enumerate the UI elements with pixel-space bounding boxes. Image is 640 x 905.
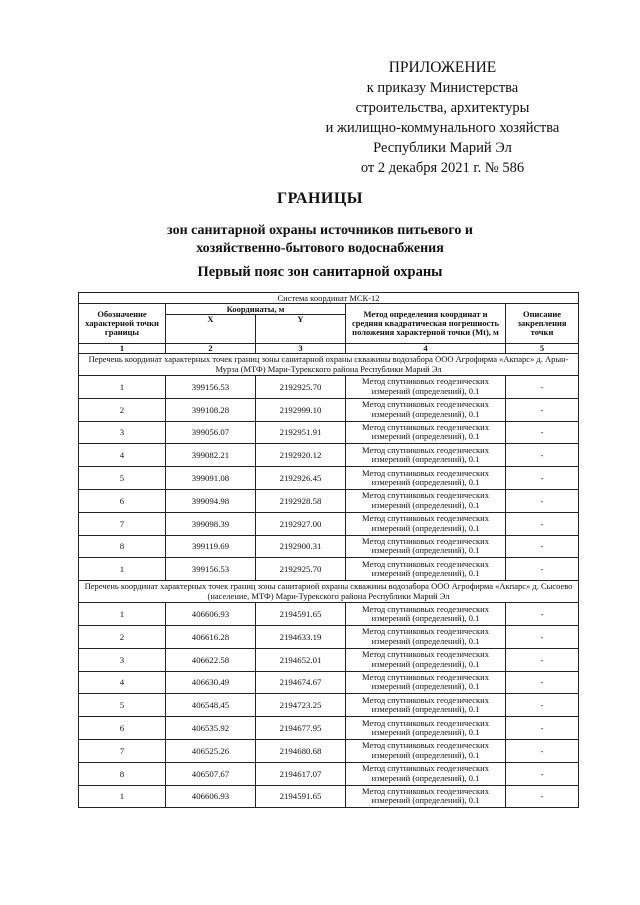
point-cell: 5 (79, 467, 166, 490)
point-cell: 7 (79, 739, 166, 762)
subtitle-text: зон санитарной охраны источников питьевого и хозяйственно-бытового водоснабжения (167, 223, 473, 256)
table-row (79, 739, 579, 762)
col-number: 4 (346, 344, 506, 354)
method-cell: Метод спутниковых геодезических измерений (определений), 0.1 (346, 512, 506, 535)
section-caption: Перечень координат характерных точек границ зоны санитарной охраны скважины водозабора ООО Агрофирма «Акпарс» д. Сысоево (население, МТФ) Мари-Турекского района Республики Марий Эл (79, 581, 579, 603)
table-row (79, 376, 579, 399)
description-cell: - (506, 376, 579, 399)
table-row (79, 762, 579, 785)
point-cell: 6 (79, 717, 166, 740)
y-cell: 2194674.67 (256, 671, 346, 694)
y-cell: 2192999.10 (256, 398, 346, 421)
y-cell: 2194617.07 (256, 762, 346, 785)
section-caption-row (79, 354, 579, 376)
point-cell: 1 (79, 785, 166, 808)
method-cell: Метод спутниковых геодезических измерений (определений), 0.1 (346, 762, 506, 785)
description-cell: - (506, 625, 579, 648)
header-y: Y (256, 315, 346, 344)
x-cell: 399108.28 (166, 398, 256, 421)
y-cell: 2194652.01 (256, 648, 346, 671)
header-coords: Координаты, м (166, 304, 346, 315)
method-cell: Метод спутниковых геодезических измерений (определений), 0.1 (346, 671, 506, 694)
method-cell: Метод спутниковых геодезических измерений (определений), 0.1 (346, 648, 506, 671)
table-row (79, 467, 579, 490)
coordinate-system: Система координат МСК-12 (79, 293, 579, 304)
method-cell: Метод спутниковых геодезических измерений (определений), 0.1 (346, 535, 506, 558)
col-number: 1 (79, 344, 166, 354)
description-cell: - (506, 603, 579, 626)
x-cell: 406630.49 (166, 671, 256, 694)
method-cell: Метод спутниковых геодезических измерений (определений), 0.1 (346, 625, 506, 648)
table-row (79, 785, 579, 808)
description-cell: - (506, 762, 579, 785)
table-row (79, 558, 579, 581)
description-cell: - (506, 648, 579, 671)
method-cell: Метод спутниковых геодезических измерений (определений), 0.1 (346, 489, 506, 512)
x-cell: 399094.98 (166, 489, 256, 512)
x-cell: 406616.28 (166, 625, 256, 648)
y-cell: 2192927.00 (256, 512, 346, 535)
table-row (79, 648, 579, 671)
x-cell: 399082.21 (166, 444, 256, 467)
point-cell: 2 (79, 398, 166, 421)
belt-title: Первый пояс зон санитарной охраны (197, 264, 443, 280)
point-cell: 1 (79, 558, 166, 581)
y-cell: 2192926.45 (256, 467, 346, 490)
x-cell: 399098.39 (166, 512, 256, 535)
y-cell: 2194591.65 (256, 785, 346, 808)
table-row (79, 535, 579, 558)
point-cell: 1 (79, 376, 166, 399)
header-point: Обозначение характерной точки границы (79, 304, 166, 344)
description-cell: - (506, 785, 579, 808)
y-cell: 2194633.19 (256, 625, 346, 648)
table-row (79, 512, 579, 535)
y-cell: 2192925.70 (256, 558, 346, 581)
x-cell: 406535.92 (166, 717, 256, 740)
x-cell: 406525.26 (166, 739, 256, 762)
coordinates-table (78, 292, 579, 808)
appendix-line: и жилищно-коммунального хозяйства (325, 120, 560, 136)
document-subtitle (0, 222, 640, 258)
section-caption: Перечень координат характерных точек границ зоны санитарной охраны скважины водозабора ООО Агрофирма «Акпарс» д. Арын-Мурза (МТФ) Мари-Турекского района Республики Марий Эл (79, 354, 579, 376)
method-cell: Метод спутниковых геодезических измерений (определений), 0.1 (346, 398, 506, 421)
x-cell: 406606.93 (166, 603, 256, 626)
y-cell: 2192920.12 (256, 444, 346, 467)
x-cell: 406548.45 (166, 694, 256, 717)
method-cell: Метод спутниковых геодезических измерений (определений), 0.1 (346, 421, 506, 444)
header-description: Описание закрепления точки (506, 304, 579, 344)
table-row (79, 489, 579, 512)
x-cell: 399056.07 (166, 421, 256, 444)
table-row (79, 398, 579, 421)
header-method: Метод определения координат и средняя квадратическая погрешность положения характерной точки (Mt), м (346, 304, 506, 344)
method-cell: Метод спутниковых геодезических измерений (определений), 0.1 (346, 444, 506, 467)
appendix-line: от 2 декабря 2021 г. № 586 (360, 160, 525, 176)
point-cell: 3 (79, 421, 166, 444)
description-cell: - (506, 535, 579, 558)
x-cell: 399119.69 (166, 535, 256, 558)
x-cell: 399091.08 (166, 467, 256, 490)
table-row (79, 671, 579, 694)
point-cell: 8 (79, 535, 166, 558)
description-cell: - (506, 512, 579, 535)
y-cell: 2192900.31 (256, 535, 346, 558)
description-cell: - (506, 467, 579, 490)
document-title: ГРАНИЦЫ (276, 190, 363, 207)
point-cell: 8 (79, 762, 166, 785)
point-cell: 6 (79, 489, 166, 512)
method-cell: Метод спутниковых геодезических измерений (определений), 0.1 (346, 376, 506, 399)
method-cell: Метод спутниковых геодезических измерений (определений), 0.1 (346, 467, 506, 490)
x-cell: 406622.58 (166, 648, 256, 671)
description-cell: - (506, 717, 579, 740)
description-cell: - (506, 489, 579, 512)
point-cell: 5 (79, 694, 166, 717)
y-cell: 2194677.95 (256, 717, 346, 740)
method-cell: Метод спутниковых геодезических измерений (определений), 0.1 (346, 739, 506, 762)
point-cell: 2 (79, 625, 166, 648)
appendix-block (300, 58, 585, 178)
point-cell: 4 (79, 444, 166, 467)
section-caption-row (79, 581, 579, 603)
method-cell: Метод спутниковых геодезических измерений (определений), 0.1 (346, 558, 506, 581)
description-cell: - (506, 694, 579, 717)
method-cell: Метод спутниковых геодезических измерений (определений), 0.1 (346, 717, 506, 740)
y-cell: 2194591.65 (256, 603, 346, 626)
description-cell: - (506, 739, 579, 762)
method-cell: Метод спутниковых геодезических измерений (определений), 0.1 (346, 603, 506, 626)
table-row (79, 603, 579, 626)
y-cell: 2192928.58 (256, 489, 346, 512)
description-cell: - (506, 444, 579, 467)
point-cell: 7 (79, 512, 166, 535)
appendix-line: ПРИЛОЖЕНИЕ (388, 59, 497, 76)
description-cell: - (506, 421, 579, 444)
appendix-line: Республики Марий Эл (373, 140, 512, 156)
appendix-line: к приказу Министерства (366, 80, 519, 96)
y-cell: 2192951.91 (256, 421, 346, 444)
description-cell: - (506, 671, 579, 694)
table-row (79, 717, 579, 740)
appendix-line: строительства, архитектуры (355, 100, 530, 116)
table-row (79, 421, 579, 444)
method-cell: Метод спутниковых геодезических измерений (определений), 0.1 (346, 694, 506, 717)
x-cell: 399156.53 (166, 376, 256, 399)
method-cell: Метод спутниковых геодезических измерений (определений), 0.1 (346, 785, 506, 808)
description-cell: - (506, 558, 579, 581)
x-cell: 406507.67 (166, 762, 256, 785)
point-cell: 4 (79, 671, 166, 694)
description-cell: - (506, 398, 579, 421)
x-cell: 399156.53 (166, 558, 256, 581)
col-number: 2 (166, 344, 256, 354)
table-row (79, 625, 579, 648)
table-row (79, 444, 579, 467)
col-number: 5 (506, 344, 579, 354)
y-cell: 2194680.68 (256, 739, 346, 762)
col-number: 3 (256, 344, 346, 354)
point-cell: 3 (79, 648, 166, 671)
y-cell: 2194723.25 (256, 694, 346, 717)
header-x: X (166, 315, 256, 344)
x-cell: 406606.93 (166, 785, 256, 808)
point-cell: 1 (79, 603, 166, 626)
y-cell: 2192925.70 (256, 376, 346, 399)
table-row (79, 694, 579, 717)
